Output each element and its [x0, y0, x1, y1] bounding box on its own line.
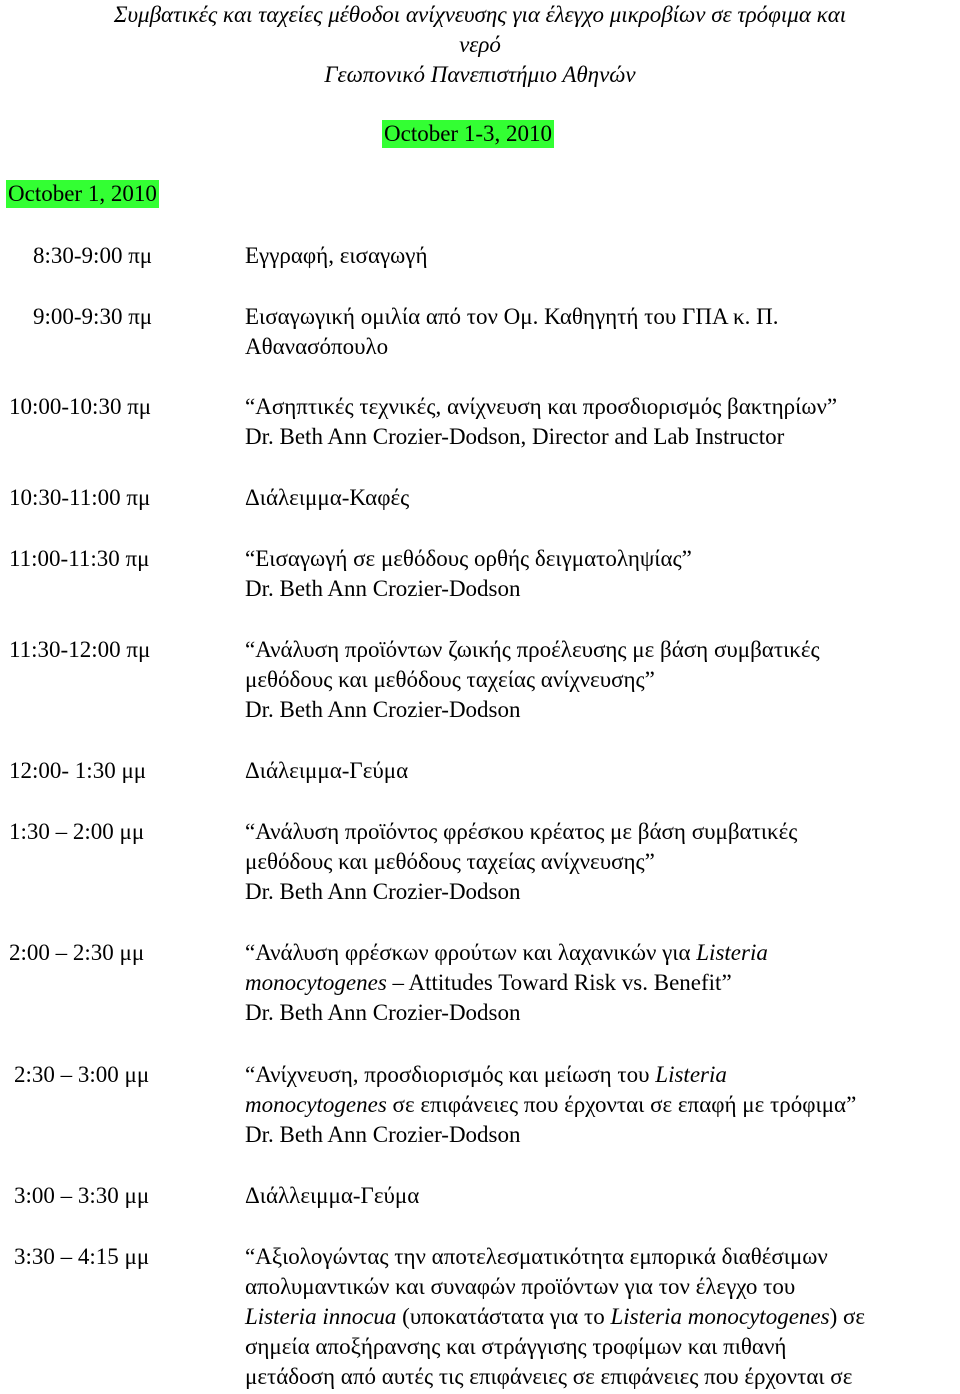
session-line: Διάλειμμα-Καφές — [245, 485, 410, 510]
speaker-line: Dr. Beth Ann Crozier-Dodson — [245, 576, 521, 601]
time-slot: 9:00-9:30 πμ — [33, 304, 153, 329]
session-line: “Ανάλυση φρέσκων φρούτων και λαχανικών για Listeria — [245, 940, 768, 965]
session-line: “Ανάλυση προϊόντων ζωικής προέλευσης με βάση συμβατικές — [245, 637, 820, 662]
day-label: October 1, 2010 — [8, 181, 157, 206]
session-description — [245, 1242, 960, 1392]
session-description — [245, 241, 960, 271]
session-description — [245, 302, 960, 362]
speaker-line: Dr. Beth Ann Crozier-Dodson — [245, 879, 521, 904]
session-line: Διάλειμμα-Γεύμα — [245, 758, 409, 783]
session-line: Διάλλειμμα-Γεύμα — [245, 1183, 420, 1208]
speaker-line: Dr. Beth Ann Crozier-Dodson — [245, 1122, 521, 1147]
session-line: Εγγραφή, εισαγωγή — [245, 243, 428, 268]
time-slot: 11:00-11:30 πμ — [9, 546, 150, 571]
time-slot: 3:30 – 4:15 μμ — [14, 1244, 150, 1269]
session-line: “Εισαγωγή σε μεθόδους ορθής δειγματοληψίας” — [245, 546, 692, 571]
session-line: “Αξιολογώντας την αποτελεσματικότητα εμπορικά διαθέσιμων — [245, 1244, 828, 1269]
dates-banner: October 1-3, 2010 — [384, 121, 552, 146]
speaker-line: Dr. Beth Ann Crozier-Dodson, Director and Lab Instructor — [245, 424, 785, 449]
time-slot: 8:30-9:00 πμ — [33, 243, 153, 268]
session-description — [245, 938, 960, 1028]
session-description — [245, 483, 960, 513]
session-line: Εισαγωγική ομιλία από τον Ομ. Καθηγητή του ΓΠΑ κ. Π. — [245, 304, 779, 329]
session-line: “Ασηπτικές τεχνικές, ανίχνευση και προσδιορισμός βακτηρίων” — [245, 394, 838, 419]
speaker-line: Dr. Beth Ann Crozier-Dodson — [245, 1000, 521, 1025]
time-slot: 2:30 – 3:00 μμ — [14, 1062, 150, 1087]
session-line: σημεία αποξήρανσης και στράγγισης τροφίμων και πιθανή — [245, 1334, 787, 1359]
speaker-line: Dr. Beth Ann Crozier-Dodson — [245, 697, 521, 722]
time-slot: 12:00- 1:30 μμ — [9, 758, 147, 783]
time-slot: 10:00-10:30 πμ — [9, 394, 152, 419]
session-line: “Ανάλυση προϊόντος φρέσκου κρέατος με βάση συμβατικές — [245, 819, 798, 844]
title-line-3: Γεωπονικό Πανεπιστήμιο Αθηνών — [324, 62, 636, 87]
title-line-2: νερό — [459, 32, 501, 57]
time-slot: 1:30 – 2:00 μμ — [9, 819, 145, 844]
time-slot: 2:00 – 2:30 μμ — [9, 940, 145, 965]
session-line: monocytogenes – Attitudes Toward Risk vs. Benefit” — [245, 970, 732, 995]
time-slot: 10:30-11:00 πμ — [9, 485, 151, 510]
time-slot: 3:00 – 3:30 μμ — [14, 1183, 150, 1208]
session-line: Listeria innocua (υποκατάστατα για το Listeria monocytogenes) σε — [245, 1304, 866, 1329]
session-line: μεθόδους και μεθόδους ταχείας ανίχνευσης” — [245, 667, 655, 692]
session-description — [245, 635, 960, 725]
session-line: μεθόδους και μεθόδους ταχείας ανίχνευσης” — [245, 849, 655, 874]
session-line: “Ανίχνευση, προσδιορισμός και μείωση του Listeria — [245, 1062, 727, 1087]
session-line: Αθανασόπουλο — [245, 334, 389, 359]
session-description — [245, 544, 960, 604]
session-description — [245, 1060, 960, 1150]
session-line: απολυμαντικών και συναφών προϊόντων για τον έλεγχο του — [245, 1274, 796, 1299]
session-line: μετάδοση από αυτές τις επιφάνειες σε επιφάνειες που έρχονται σε — [245, 1364, 853, 1389]
title-line-1: Συμβατικές και ταχείες μέθοδοι ανίχνευσης για έλεγχο μικροβίων σε τρόφιμα και — [113, 2, 847, 27]
session-description — [245, 756, 960, 786]
session-line: monocytogenes σε επιφάνειες που έρχονται σε επαφή με τρόφιμα” — [245, 1092, 857, 1117]
session-description — [245, 392, 960, 452]
time-slot: 11:30-12:00 πμ — [9, 637, 151, 662]
session-description — [245, 817, 960, 907]
session-description — [245, 1181, 960, 1211]
